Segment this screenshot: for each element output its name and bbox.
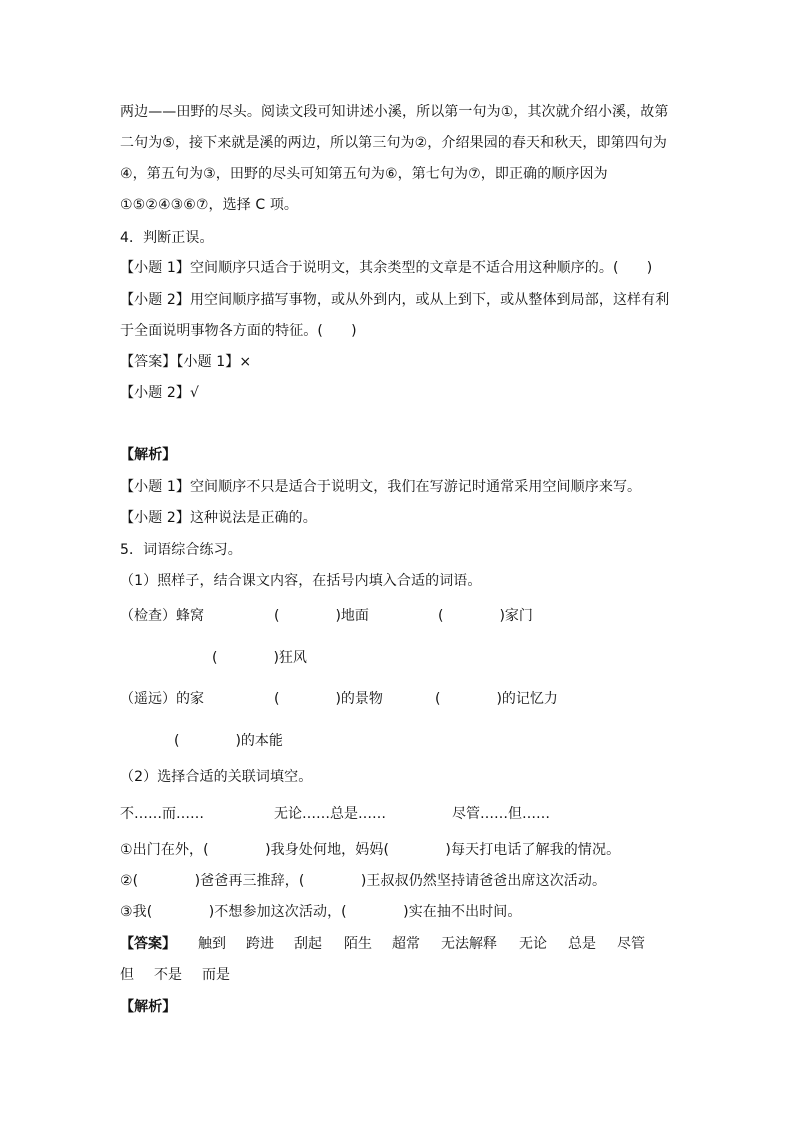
connective-option: 无论……总是…… <box>274 806 386 822</box>
answer-word: 触到 <box>198 936 226 952</box>
answer-word: 超常 <box>392 936 420 952</box>
connective-option: 不……而…… <box>120 806 204 822</box>
answer-word: 不是 <box>154 967 182 983</box>
fill-blank-item: ( )的记忆力 <box>435 691 558 707</box>
answer-word: 无论 <box>519 936 547 952</box>
paragraph-line: ①⑤②④③⑥⑦，选择 C 项。 <box>120 197 299 213</box>
answer-word: 而是 <box>202 967 230 983</box>
paragraph-line: ④，第五句为③，田野的尽头可知第五句为⑥，第七句为⑦，即正确的顺序因为 <box>120 166 608 182</box>
fill-blank-item: ( )地面 <box>274 608 369 624</box>
fill-blank-item: ( )家门 <box>438 608 533 624</box>
q4-analysis-title: 【解析】 <box>120 447 177 463</box>
q4-analysis-1: 【小题 1】空间顺序不只是适合于说明文，我们在写游记时通常采用空间顺序来写。 <box>120 479 642 495</box>
answer-word: 总是 <box>568 936 596 952</box>
connective-option: 尽管……但…… <box>452 806 550 822</box>
question-4-title: 4．判断正误。 <box>120 230 214 246</box>
q5-sentence-1: ①出门在外，( )我身处何地，妈妈( )每天打电话了解我的情况。 <box>120 842 621 858</box>
answer-word: 但 <box>120 967 134 983</box>
paragraph-line: 两边——田野的尽头。阅读文段可知讲述小溪，所以第一句为①，其次就介绍小溪，故第 <box>120 104 669 120</box>
fill-blank-item: ( )的景物 <box>274 691 383 707</box>
fill-blank-example: （检查）蜂窝 <box>120 608 204 624</box>
question-5-title: 5．词语综合练习。 <box>120 542 242 558</box>
q5-answer-label: 【答案】 <box>120 936 176 952</box>
paragraph-line: 二句为⑤，接下来就是溪的两边，所以第三句为②，介绍果园的春天和秋天，即第四句为 <box>120 135 667 151</box>
q4-analysis-2: 【小题 2】这种说法是正确的。 <box>120 510 317 526</box>
q5-analysis-title: 【解析】 <box>120 999 177 1015</box>
answer-word: 陌生 <box>344 936 372 952</box>
q4-subquestion-2: 【小题 2】用空间顺序描写事物，或从外到内，或从上到下，或从整体到局部，这样有利 <box>120 292 670 308</box>
q5-sentence-3: ③我( )不想参加这次活动，( )实在抽不出时间。 <box>120 904 522 920</box>
q4-subquestion-2-cont: 于全面说明事物各方面的特征。( ) <box>120 323 357 339</box>
q5-sentence-2: ②( )爸爸再三推辞，( )王叔叔仍然坚持请爸爸出席这次活动。 <box>120 873 607 889</box>
q5-part2-instruction: （2）选择合适的关联词填空。 <box>120 769 313 785</box>
q4-answer: 【答案】【小题 1】× <box>120 354 252 370</box>
q4-answer-2: 【小题 2】√ <box>120 385 199 401</box>
fill-blank-example: （遥远）的家 <box>120 691 204 707</box>
fill-blank-item: ( )的本能 <box>174 733 283 749</box>
q4-subquestion-1: 【小题 1】空间顺序只适合于说明文，其余类型的文章是不适合用这种顺序的。( ) <box>120 260 653 276</box>
answer-word: 跨进 <box>246 936 274 952</box>
fill-blank-item: ( )狂风 <box>212 650 307 666</box>
answer-word: 无法解释 <box>441 936 497 952</box>
q5-part1-instruction: （1）照样子，结合课文内容，在括号内填入合适的词语。 <box>120 573 482 589</box>
answer-word: 刮起 <box>294 936 322 952</box>
answer-word: 尽管 <box>617 936 645 952</box>
